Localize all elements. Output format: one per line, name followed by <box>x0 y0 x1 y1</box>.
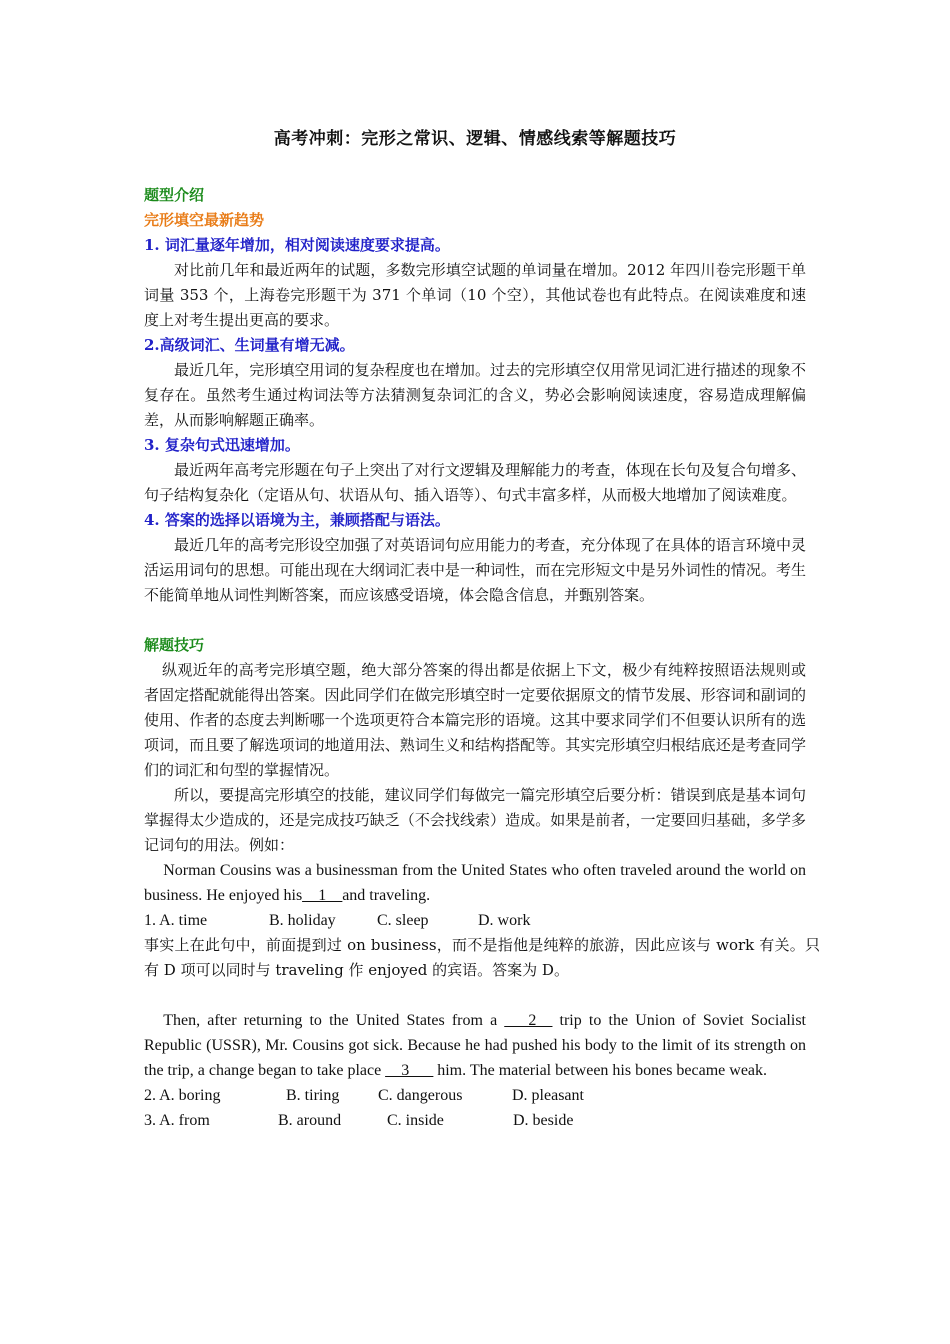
option: C. sleep <box>377 912 429 929</box>
skills-paragraph-2: 所以，要提高完形填空的技能，建议同学们每做完一篇完形填空后要分析：错误到底是基本词句掌握得太少造成的，还是完成技巧缺乏（不会找线索）造成。如果是前者，一定要回归基础，多学多记词句的用法。例如： <box>144 786 806 854</box>
point-heading-3: 3. 复杂句式迅速增加。 <box>144 436 300 454</box>
blank-3: __3___ <box>385 1062 434 1079</box>
example-2-options <box>144 1083 806 1108</box>
section-heading-intro: 题型介绍 <box>144 186 205 204</box>
point-heading-4: 4. 答案的选择以语境为主，兼顾搭配与语法。 <box>144 511 450 529</box>
option: D. pleasant <box>512 1087 584 1104</box>
option: B. holiday <box>269 912 336 929</box>
point-body-1: 对比前几年和最近两年的试题，多数完形填空试题的单词量在增加。2012 年四川卷完形题干单词量 353 个，上海卷完形题干为 371 个单词（10 个空），其他试卷也有此特点。在阅读难度和速度上对考生提出更高的要求。 <box>144 261 806 329</box>
option: C. dangerous <box>378 1087 463 1104</box>
option: D. work <box>478 912 531 929</box>
point-heading-2: 2.高级词汇、生词量有增无减。 <box>144 336 355 354</box>
skills-paragraph-1: 纵观近年的高考完形填空题，绝大部分答案的得出都是依据上下文，极少有纯粹按照语法规则或者固定搭配就能得出答案。因此同学们在做完形填空时一定要依据原文的情节发展、形容词和副词的使用、作者的态度去判断哪一个选项更符合本篇完形的语境。这其中要求同学们不但要认识所有的选项词，而且要了解选项词的地道用法、熟词生义和结构搭配等。其实完形填空归根结底还是考查同学们的词汇和句型的掌握情况。 <box>144 661 806 779</box>
option: B. around <box>278 1112 342 1129</box>
point-body-2: 最近几年，完形填空用词的复杂程度也在增加。过去的完形填空仅用常见词汇进行描述的现象不复存在。虽然考生通过构词法等方法猜测复杂词汇的含义，势必会影响阅读速度，容易造成理解偏差，从而影响解题正确率。 <box>144 361 806 429</box>
option: 1. A. time <box>144 912 208 929</box>
document-page <box>144 124 820 1133</box>
example-3-options <box>144 1108 806 1133</box>
blank-2: ___2__ <box>504 1012 553 1029</box>
point-body-3: 最近两年高考完形题在句子上突出了对行文逻辑及理解能力的考查，体现在长句及复合句增多、句子结构复杂化（定语从句、状语从句、插入语等）、句式丰富多样，从而极大地增加了阅读难度。 <box>144 461 806 504</box>
section-heading-trend: 完形填空最新趋势 <box>144 211 265 229</box>
option: D. beside <box>513 1112 574 1129</box>
example-1-options <box>144 908 806 933</box>
page-title: 高考冲刺：完形之常识、逻辑、情感线索等解题技巧 <box>273 129 677 149</box>
point-body-4: 最近几年的高考完形设空加强了对英语词句应用能力的考查，充分体现了在具体的语言环境中灵活运用词句的思想。可能出现在大纲词汇表中是一种词性，而在完形短文中是另外词性的情况。考生不能简单地从词性判断答案，而应该感受语境，体会隐含信息，并甄别答案。 <box>144 536 806 604</box>
example-1-passage: Norman Cousins was a businessman from the United States who often traveled around the world on business. He enjoyed his__1__and traveling. <box>144 862 806 904</box>
example-1-explanation: 事实上在此句中，前面提到过 on business，而不是指他是纯粹的旅游，因此应该与 work 有关。只有 D 项可以同时与 traveling 作 enjoyed 的宾语。答案为 D。 <box>144 936 820 979</box>
option: 2. A. boring <box>144 1087 221 1104</box>
example-2-passage: Then, after returning to the United States from a ___2__ trip to the Union of Soviet Socialist Republic (USSR), Mr. Cousins got sick. Because he had pushed his body to the limit of its strength on the trip, a change began to take place __3___ him. The material between his bones became weak. <box>144 1012 806 1079</box>
option: C. inside <box>387 1112 444 1129</box>
point-heading-1: 1. 词汇量逐年增加，相对阅读速度要求提高。 <box>144 236 450 254</box>
option: 3. A. from <box>144 1112 210 1129</box>
blank-1: __1__ <box>302 887 343 904</box>
section-heading-skills: 解题技巧 <box>144 636 205 654</box>
option: B. tiring <box>286 1087 340 1104</box>
